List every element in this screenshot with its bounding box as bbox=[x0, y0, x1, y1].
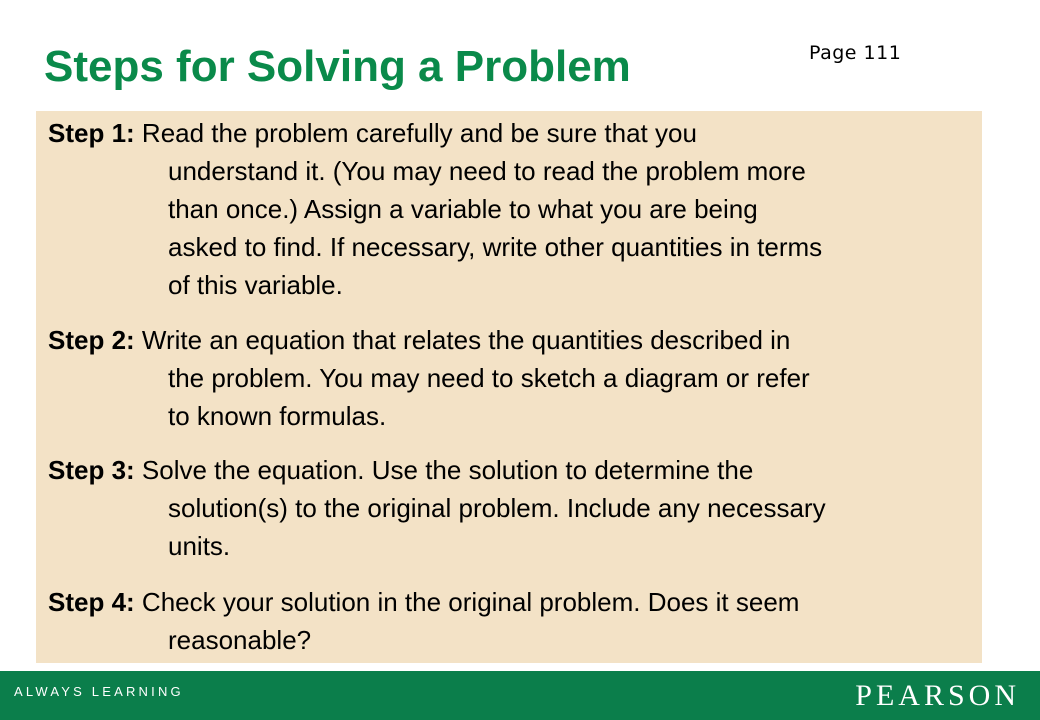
step-3-line-2: solution(s) to the original problem. Include any necessary bbox=[168, 493, 826, 523]
step-2-line-1: Write an equation that relates the quantities described in bbox=[134, 325, 791, 355]
step-1-line-3: than once.) Assign a variable to what you are being bbox=[168, 194, 758, 224]
step-3-line-1: Solve the equation. Use the solution to determine the bbox=[134, 455, 754, 485]
step-1-line-5: of this variable. bbox=[168, 270, 343, 300]
step-3-first-line bbox=[48, 451, 978, 489]
page-number-label: Page 111 bbox=[809, 42, 902, 64]
footer-tagline: ALWAYS LEARNING bbox=[14, 684, 184, 699]
slide-title: Steps for Solving a Problem bbox=[44, 42, 631, 91]
step-4-line-1: Check your solution in the original problem. Does it seem bbox=[134, 587, 800, 617]
step-4 bbox=[48, 583, 978, 659]
step-2-line-3: to known formulas. bbox=[168, 401, 387, 431]
step-2-first-line bbox=[48, 321, 978, 359]
step-1 bbox=[48, 114, 978, 304]
step-2-label: Step 2: bbox=[48, 325, 135, 355]
step-4-first-line bbox=[48, 583, 978, 621]
step-1-line-4: asked to find. If necessary, write other quantities in terms bbox=[168, 232, 823, 262]
step-1-label: Step 1: bbox=[48, 118, 135, 148]
step-3-line-3: units. bbox=[168, 531, 231, 561]
step-4-line-2: reasonable? bbox=[168, 625, 312, 655]
step-4-label: Step 4: bbox=[48, 587, 135, 617]
step-2 bbox=[48, 321, 978, 435]
step-1-first-line bbox=[48, 114, 978, 152]
step-2-line-2: the problem. You may need to sketch a diagram or refer bbox=[168, 363, 810, 393]
step-3-label: Step 3: bbox=[48, 455, 135, 485]
footer-bar bbox=[0, 671, 1040, 720]
step-1-line-1: Read the problem carefully and be sure that you bbox=[134, 118, 697, 148]
steps-content-box bbox=[36, 111, 982, 663]
step-3 bbox=[48, 451, 978, 565]
pearson-logo: PEARSON bbox=[855, 679, 1020, 712]
step-1-line-2: understand it. (You may need to read the problem more bbox=[168, 156, 806, 186]
